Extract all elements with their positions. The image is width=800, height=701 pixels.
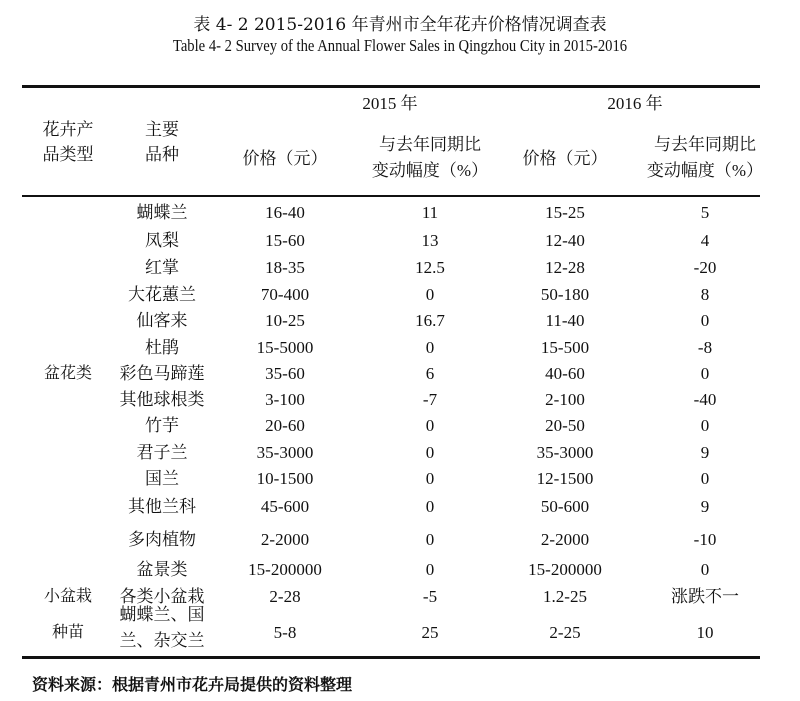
change-2016-cell: 0 [700,560,710,579]
header-category-line2: 品类型 [42,145,94,164]
change-2015-cell: 25 [421,623,439,642]
price-2016-cell: 15-25 [545,203,585,222]
price-2016-cell: 40-60 [545,364,585,383]
variety-cell: 多肉植物 [128,530,196,549]
variety-cell: 大花蕙兰 [128,285,196,304]
change-2016-cell: 0 [700,311,710,330]
price-2016-cell: 2-100 [545,390,585,409]
change-2016-cell: 8 [700,285,710,304]
price-2015-cell: 15-200000 [248,560,322,579]
bottom-rule [22,656,760,659]
price-2016-cell: 35-3000 [536,443,594,462]
price-2015-cell: 10-1500 [256,469,314,488]
category-cell: 小盆栽 [43,588,92,605]
price-2016-cell: 11-40 [545,311,585,330]
variety-cell: 凤梨 [145,231,179,250]
price-2015-cell: 10-25 [265,311,305,330]
change-2015-cell: 16.7 [415,311,445,330]
header-category-line1: 花卉产 [42,120,94,139]
change-2015-cell: 12.5 [415,258,445,277]
change-2016-cell: 0 [700,364,710,383]
variety-cell: 其他兰科 [128,497,196,516]
change-2016-cell: -10 [693,530,717,549]
change-2016-cell: 9 [700,443,710,462]
price-2015-cell: 5-8 [273,623,297,642]
header-year-2015: 2015 年 [362,94,418,113]
change-2016-cell: 10 [696,623,714,642]
header-change-2016-line1: 与去年同期比 [654,135,756,154]
change-2015-cell: -5 [422,587,438,606]
price-2016-cell: 50-180 [540,285,590,304]
price-2015-cell: 45-600 [260,497,310,516]
change-2015-cell: 0 [425,443,435,462]
price-2016-cell: 12-40 [545,231,585,250]
change-2016-cell: 4 [700,231,710,250]
change-2016-cell: -20 [693,258,717,277]
table-title-en: Table 4- 2 Survey of the Annual Flower Sales in Qingzhou City in 2015-2016 [172,36,628,55]
price-2016-cell: 12-28 [545,258,585,277]
variety-cell: 仙客来 [136,311,188,330]
price-2016-cell: 15-500 [540,338,590,357]
header-variety-line2: 品种 [145,145,179,164]
change-2015-cell: 0 [425,285,435,304]
change-2015-cell: 0 [425,338,435,357]
header-change-2015-line2: 变动幅度（%） [371,161,489,180]
source-note: 资料来源：根据青州市花卉局提供的资料整理 [32,675,353,694]
price-2016-cell: 20-50 [545,416,585,435]
variety-cell: 各类小盆栽 [119,587,205,606]
change-2016-cell: 0 [700,469,710,488]
variety-cell: 杜鹃 [145,338,179,357]
change-2015-cell: 6 [425,364,435,383]
variety-cell: 蝴蝶兰 [136,203,188,222]
header-change-2016-line2: 变动幅度（%） [646,161,764,180]
variety-cell: 兰、杂交兰 [119,631,205,650]
price-2015-cell: 2-28 [269,587,301,606]
change-2016-cell: -40 [693,390,717,409]
header-price-2015: 价格（元） [242,149,328,168]
header-change-2015-line1: 与去年同期比 [379,135,481,154]
price-2016-cell: 15-200000 [528,560,602,579]
variety-cell: 国兰 [145,469,179,488]
variety-cell: 君子兰 [136,443,188,462]
change-2015-cell: 11 [421,203,439,222]
header-variety-line1: 主要 [145,120,179,139]
change-2016-cell: 0 [700,416,710,435]
change-2016-cell: -8 [697,338,713,357]
change-2015-cell: 0 [425,497,435,516]
change-2016-cell: 涨跌不一 [671,587,739,606]
change-2016-cell: 9 [700,497,710,516]
variety-cell: 彩色马蹄莲 [119,364,205,383]
variety-cell: 蝴蝶兰、国 [119,605,205,624]
price-2015-cell: 3-100 [265,390,305,409]
variety-cell: 红掌 [145,258,179,277]
price-2015-cell: 35-60 [265,364,305,383]
price-2015-cell: 2-2000 [260,530,310,549]
change-2015-cell: 0 [425,560,435,579]
price-2015-cell: 15-60 [265,231,305,250]
header-price-2016: 价格（元） [522,149,608,168]
price-2015-cell: 16-40 [265,203,305,222]
price-2016-cell: 12-1500 [536,469,594,488]
price-2015-cell: 35-3000 [256,443,314,462]
price-2016-cell: 2-25 [549,623,581,642]
header-rule [22,195,760,197]
table-title-cn: 表 4- 2 2015-2016 年青州市全年花卉价格情况调查表 [193,15,607,35]
variety-cell: 盆景类 [136,560,188,579]
variety-cell: 其他球根类 [119,390,205,409]
change-2015-cell: 0 [425,416,435,435]
category-cell: 盆花类 [43,365,92,382]
change-2015-cell: 13 [421,231,439,250]
header-year-2016: 2016 年 [607,94,663,113]
change-2015-cell: 0 [425,469,435,488]
price-2016-cell: 2-2000 [540,530,590,549]
price-2015-cell: 18-35 [265,258,305,277]
price-2015-cell: 70-400 [260,285,310,304]
top-rule [22,85,760,88]
change-2015-cell: 0 [425,530,435,549]
category-cell: 种苗 [51,624,84,641]
variety-cell: 竹芋 [145,416,179,435]
price-2015-cell: 15-5000 [256,338,314,357]
change-2015-cell: -7 [422,390,438,409]
price-2016-cell: 50-600 [540,497,590,516]
price-2016-cell: 1.2-25 [543,587,587,606]
price-2015-cell: 20-60 [265,416,305,435]
change-2016-cell: 5 [700,203,710,222]
